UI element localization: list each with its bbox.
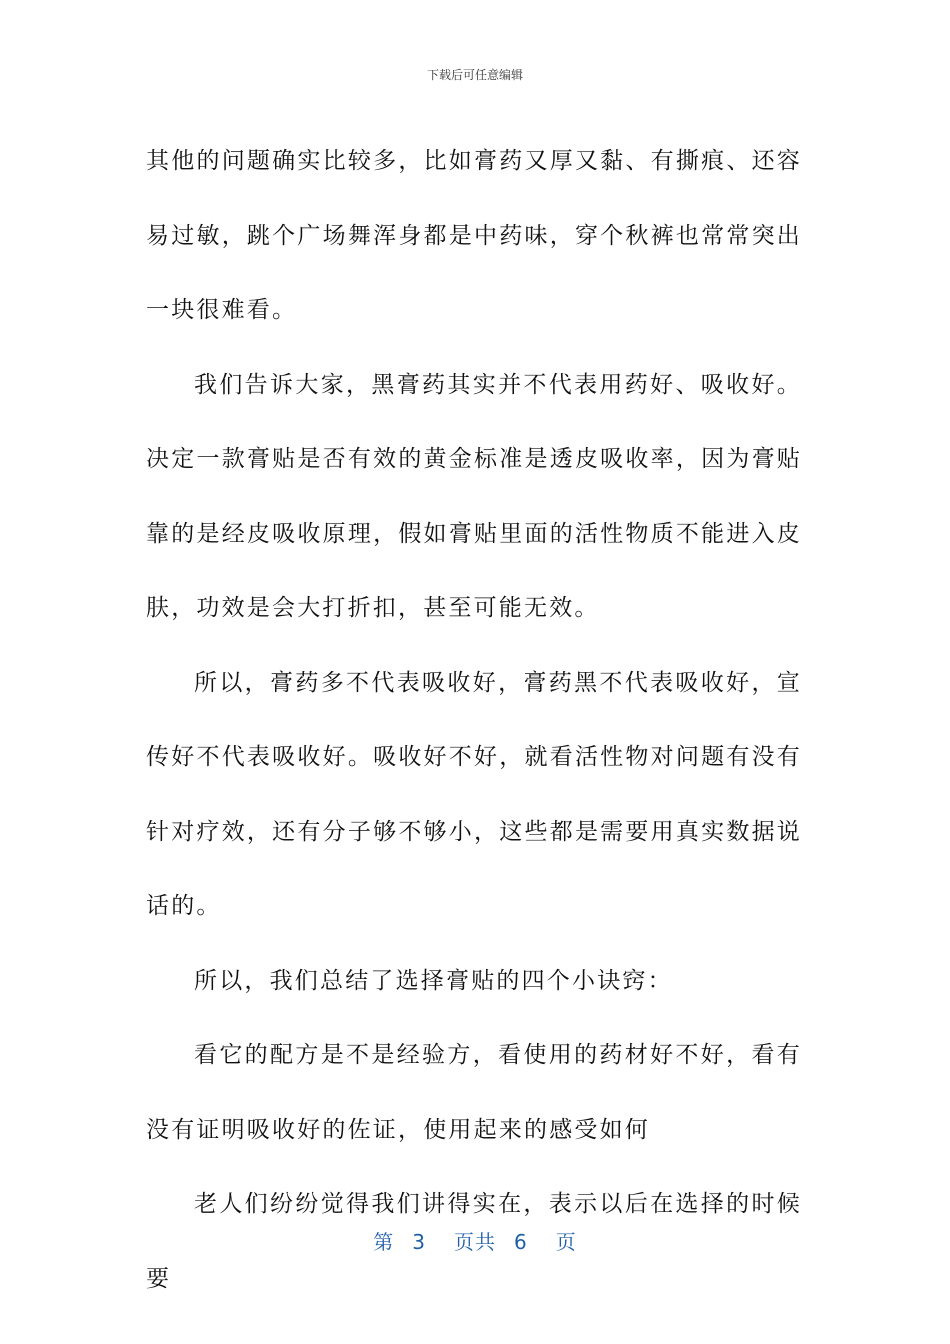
page-footer: [0, 1226, 950, 1255]
paragraph-6: 老人们纷纷觉得我们讲得实在，表示以后在选择的时候要: [146, 1191, 802, 1292]
paragraph-1: 其他的问题确实比较多，比如膏药又厚又黏、有撕痕、还容易过敏，跳个广场舞浑身都是中药味，穿个秋裤也常常突出一块很难看。: [146, 148, 802, 323]
paragraph-3: 所以，膏药多不代表吸收好，膏药黑不代表吸收好，宣传好不代表吸收好。吸收好不好，就看活性物对问题有没有针对疗效，还有分子够不够小，这些都是需要用真实数据说话的。: [146, 669, 802, 919]
footer-current-page: 3: [412, 1230, 426, 1254]
paragraph-2: 我们告诉大家，黑膏药其实并不代表用药好、吸收好。决定一款膏贴是否有效的黄金标准是透皮吸收率，因为膏贴靠的是经皮吸收原理，假如膏贴里面的活性物质不能进入皮肤，功效是会大打折扣，甚至可能无效。: [146, 371, 802, 621]
footer-total-pages: 6: [514, 1230, 528, 1254]
page-header: 下载后可任意编辑: [426, 68, 523, 82]
paragraph-4: 所以，我们总结了选择膏贴的四个小诀窍：: [194, 967, 673, 994]
footer-suffix: 页: [555, 1230, 577, 1254]
footer-prefix: 第: [373, 1230, 395, 1254]
paragraph-5: 看它的配方是不是经验方，看使用的药材好不好，看有没有证明吸收好的佐证，使用起来的感受如何: [146, 1042, 802, 1143]
document-body: [146, 124, 802, 1316]
footer-middle: 页共: [454, 1230, 496, 1254]
